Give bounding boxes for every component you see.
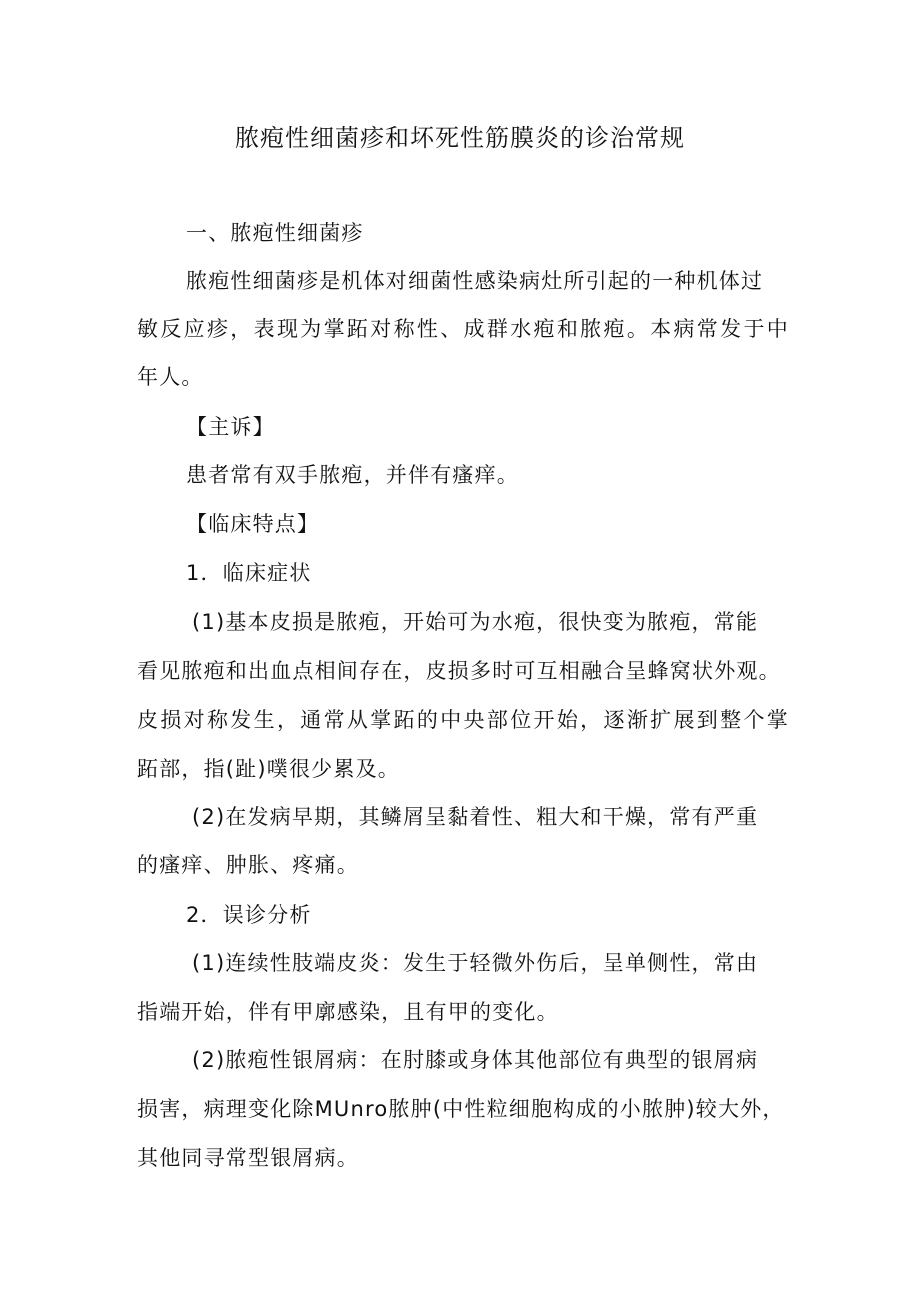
misdiagnosis-heading: 2．误诊分析 — [186, 903, 312, 927]
section-heading-pustular-bacterid: 一、脓疱性细菌疹 — [186, 221, 364, 245]
symptom-1-line-4: 跖部，指(趾)噗很少累及。 — [137, 757, 400, 781]
misdiagnosis-2-line-2: 损害，病理变化除MUnro脓肿(中性粒细胞构成的小脓肿)较大外， — [137, 1097, 785, 1121]
symptom-1-line-3: 皮损对称发生，通常从掌跖的中央部位开始，逐渐扩展到整个掌 — [137, 708, 789, 732]
chief-complaint-heading: 【主诉】 — [186, 415, 275, 439]
misdiagnosis-2-line-1: (2)脓疱性银屑病：在肘膝或身体其他部位有典型的银屑病 — [192, 1048, 759, 1072]
clinical-features-heading: 【临床特点】 — [186, 512, 320, 536]
symptom-2-line-1: (2)在发病早期，其鳞屑呈黏着性、粗大和干燥，常有严重 — [192, 805, 759, 829]
intro-paragraph-line-2: 敏反应疹，表现为掌跖对称性、成群水疱和脓疱。本病常发于中 — [137, 317, 789, 341]
misdiagnosis-1-line-1: (1)连续性肢端皮炎：发生于轻微外伤后，呈单侧性，常由 — [192, 951, 759, 975]
symptom-2-line-2: 的瘙痒、肿胀、疼痛。 — [137, 853, 359, 877]
symptom-1-line-1: (1)基本皮损是脓疱，开始可为水疱，很快变为脓疱，常能 — [192, 610, 759, 634]
misdiagnosis-2-line-3: 其他同寻常型银屑病。 — [137, 1146, 359, 1170]
clinical-symptoms-heading: 1．临床症状 — [186, 561, 312, 585]
intro-paragraph-line-1: 脓疱性细菌疹是机体对细菌性感染病灶所引起的一种机体过 — [186, 269, 764, 293]
intro-paragraph-line-3: 年人。 — [137, 365, 204, 389]
chief-complaint-text: 患者常有双手脓疱，并伴有瘙痒。 — [186, 463, 519, 487]
document-title: 脓疱性细菌疹和坏死性筋膜炎的诊治常规 — [235, 124, 685, 152]
symptom-1-line-2: 看见脓疱和出血点相间存在，皮损多时可互相融合呈蜂窝状外观。 — [137, 659, 781, 683]
misdiagnosis-1-line-2: 指端开始，伴有甲廓感染，且有甲的变化。 — [137, 1000, 559, 1024]
